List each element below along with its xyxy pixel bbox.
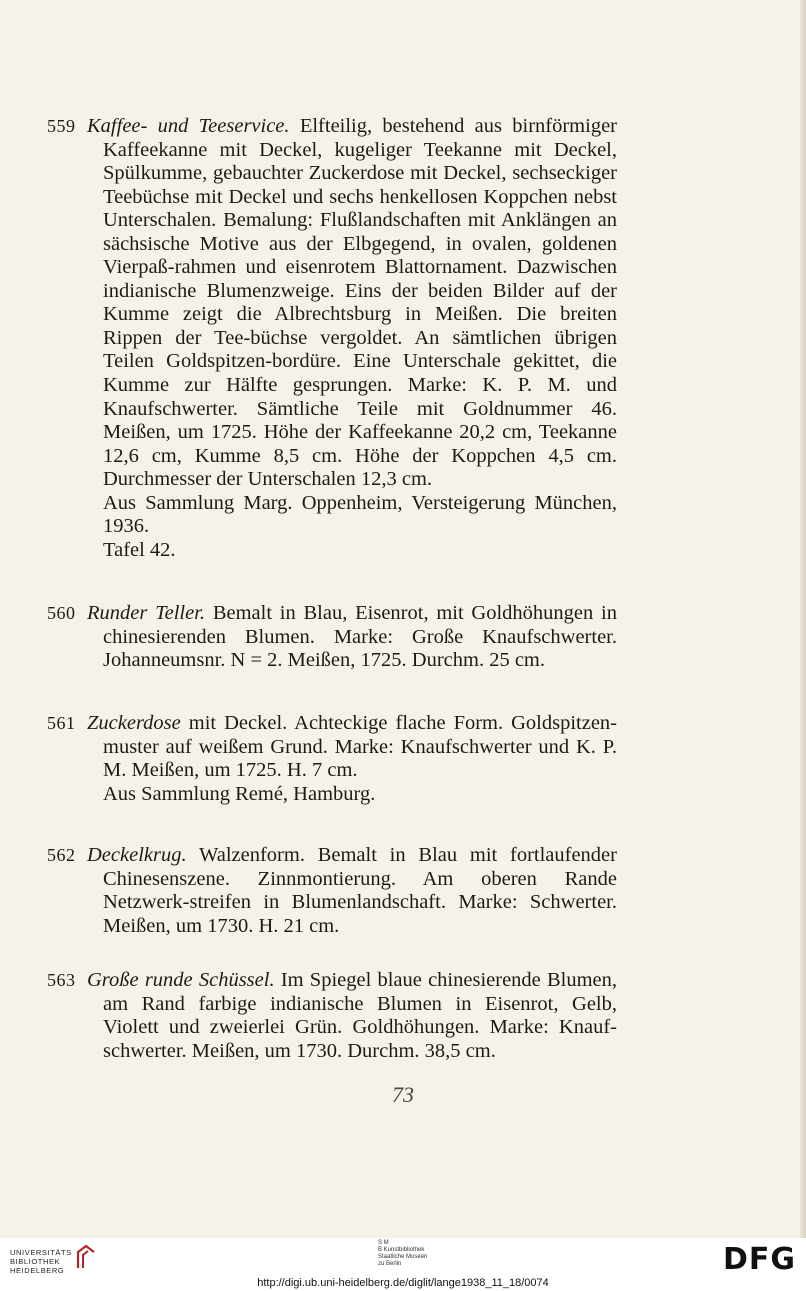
source-url[interactable]: http://digi.ub.uni-heidelberg.de/diglit/lange1938_11_18/0074 [257,1277,549,1289]
entry-title: Runder Teller. [87,602,206,624]
catalog-entry-559 [47,115,617,562]
entry-title: Große runde Schüssel. [87,969,275,991]
catalog-entry-561 [47,712,617,806]
catalog-entry-563 [47,969,617,1063]
page-edge [800,0,806,1238]
entry-body [87,602,617,673]
page-number: 73 [392,1082,414,1107]
entry-body [87,969,618,1063]
library-logo-icon [74,1244,98,1270]
entry-title: Deckelkrug. [87,844,187,866]
entry-text: Walzenform. Bemalt in Blau mit fortlaufender Chinesenszene. Zinnmontierung. Am oberen Rande Netzwerk-streifen in Blumenlandschaft. Marke: Schwerter. Meißen, um 1730. H. 21 cm. [103,844,617,937]
entry-provenance: Aus Sammlung Marg. Oppenheim, Versteigerung München, 1936. [103,491,617,538]
entry-number: 563 [47,970,76,990]
library-line: BIBLIOTHEK [10,1257,61,1266]
entry-text: Bemalt in Blau, Eisenrot, mit Goldhöhungen in chinesierenden Blumen. Marke: Große Knaufschwerter. Johanneumsnr. N = 2. Meißen, 1725. Durchm. 25 cm. [103,602,617,672]
stamp-line: zu Berlin [378,1261,402,1267]
entry-plate: Tafel 42. [103,538,176,561]
dfg-logo: DFG [722,1242,796,1277]
entry-number: 561 [47,713,76,733]
viewer-footer [0,1238,806,1291]
entry-title: Zuckerdose [87,712,181,734]
library-line: UNIVERSITÄTS [10,1248,72,1257]
catalog-entry-562 [47,844,617,938]
entry-number: 559 [47,116,76,136]
entry-text: Elfteilig, bestehend aus birnförmiger Kaffeekanne mit Deckel, kugeliger Teekanne mit Deckel, Spülkumme, gebauchter Zuckerdose mit Deckel, sechseckiger Teebüchse mit Deckel und sechs henkellosen Koppchen nebst Unterschalen. Bemalung: Flußlandschaften mit Anklängen an sächsische Motive aus der Elbgegend, in ovalen, goldenen Vierpaß-rahmen und eisenrotem Blattornament. Dazwischen indianische Blumenzweige. Eins der beiden Bilder auf der Kumme zeigt die Albrechtsburg in Meißen. Die breiten Rippen der Tee-büchse vergoldet. An sämtlichen übrigen Teilen Goldspitzen-bordüre. Eine Unterschale gekittet, die Kumme zur Hälfte gesprungen. Marke: K. P. M. und Knaufschwerter. Sämtliche Teile mit Goldnummer 46. Meißen, um 1725. Höhe der Kaffeekanne 20,2 cm, Teekanne 12,6 cm, Kumme 8,5 cm. Höhe der Koppchen 4,5 cm. Durchmesser der Unterschalen 12,3 cm. [103,115,618,491]
entry-text: Im Spiegel blaue chinesierende Blumen, am Rand farbige indianische Blumen in Eisenrot, Gelb, Violett und zweierlei Grün. Goldhöhungen. Marke: Knauf-schwerter. Meißen, um 1730. Durchm. 38,5 cm. [103,969,618,1062]
library-line: HEIDELBERG [10,1266,65,1275]
entry-body [87,115,618,562]
stamp-line: Staatliche Museen [378,1254,428,1260]
entry-body [87,844,617,938]
entry-provenance: Aus Sammlung Remé, Hamburg. [103,782,376,805]
stamp-line: S M [378,1240,389,1246]
entry-body [87,712,618,806]
stamp-line: B Kunstbibliothek [378,1247,425,1253]
catalog-entry-560 [47,602,617,673]
museum-stamp [378,1240,427,1268]
entry-number: 560 [47,603,76,623]
entry-number: 562 [47,845,76,865]
library-logo-text [10,1248,72,1275]
entry-title: Kaffee- und Teeservice. [87,115,290,137]
entry-text: mit Deckel. Achteckige flache Form. Goldspitzen-muster auf weißem Grund. Marke: Knaufschwerter und K. P. M. Meißen, um 1725. H. 7 cm. [103,712,618,782]
